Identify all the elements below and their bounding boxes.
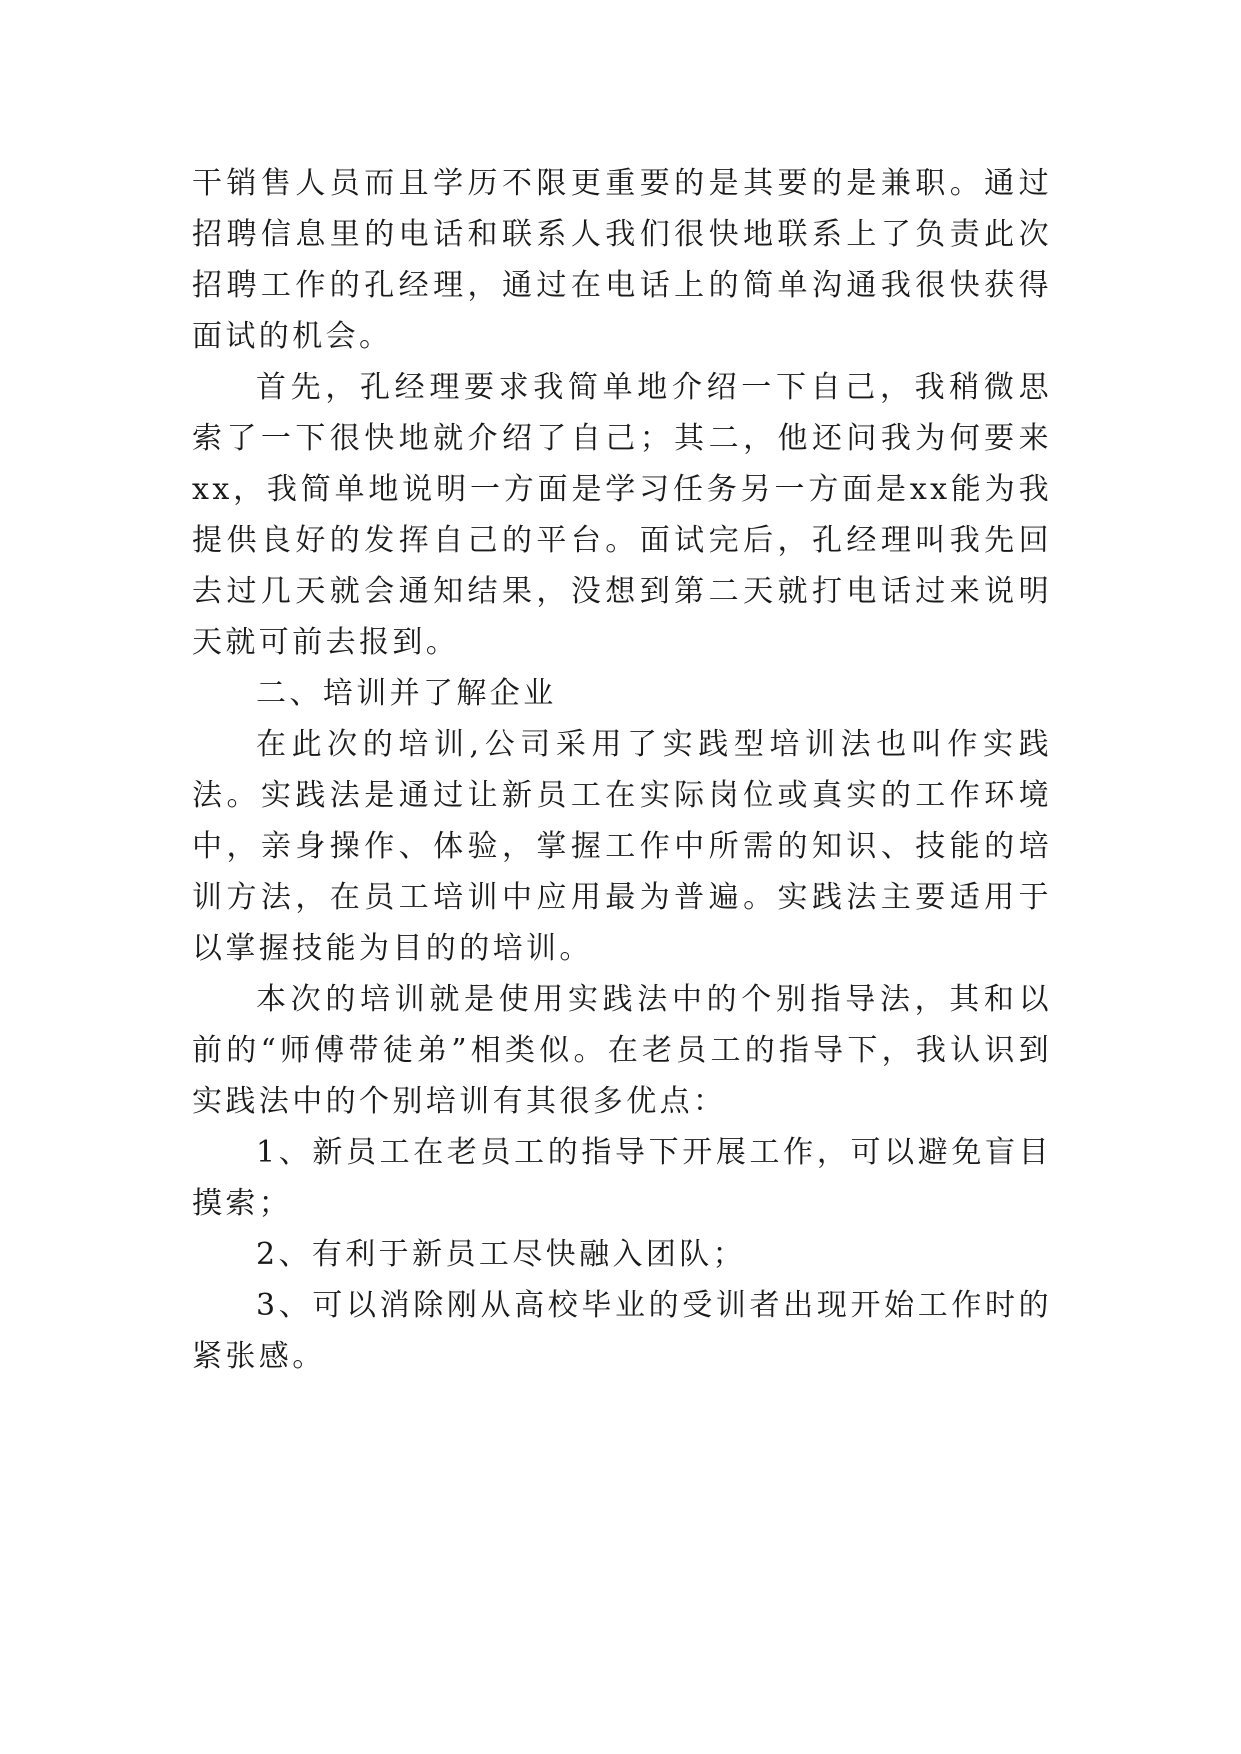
list-item-3: 3、可以消除刚从高校毕业的受训者出现开始工作时的紧张感。 bbox=[192, 1288, 1052, 1374]
paragraph-practice-method: 在此次的培训,公司采用了实践型培训法也叫作实践法。实践法是通过让新员工在实际岗位或真实的工作环境中，亲身操作、体验，掌握工作中所需的知识、技能的培训方法，在员工培训中应用最为普遍。实践法主要适用于以掌握技能为目的的培训。 bbox=[192, 727, 1052, 966]
list-item-2: 2、有利于新员工尽快融入团队； bbox=[256, 1237, 747, 1272]
paragraph-recruitment: 干销售人员而且学历不限更重要的是其要的是兼职。通过招聘信息里的电话和联系人我们很快地联系上了负责此次招聘工作的孔经理，通过在电话上的简单沟通我很快获得面试的机会。 bbox=[192, 166, 1052, 354]
paragraph-interview: 首先，孔经理要求我简单地介绍一下自己，我稍微思索了一下很快地就介绍了自己；其二，他还问我为何要来xx，我简单地说明一方面是学习任务另一方面是xx能为我提供良好的发挥自己的平台。面试完后，孔经理叫我先回去过几天就会通知结果，没想到第二天就打电话过来说明天就可前去报到。 bbox=[192, 370, 1052, 660]
section-heading-training: 二、培训并了解企业 bbox=[256, 676, 557, 711]
document-body bbox=[192, 158, 1052, 1382]
paragraph-individual-guidance: 本次的培训就是使用实践法中的个别指导法，其和以前的“师傅带徒弟”相类似。在老员工的指导下，我认识到实践法中的个别培训有其很多优点： bbox=[192, 982, 1052, 1119]
list-item-1: 1、新员工在老员工的指导下开展工作，可以避免盲目摸索； bbox=[192, 1135, 1052, 1221]
